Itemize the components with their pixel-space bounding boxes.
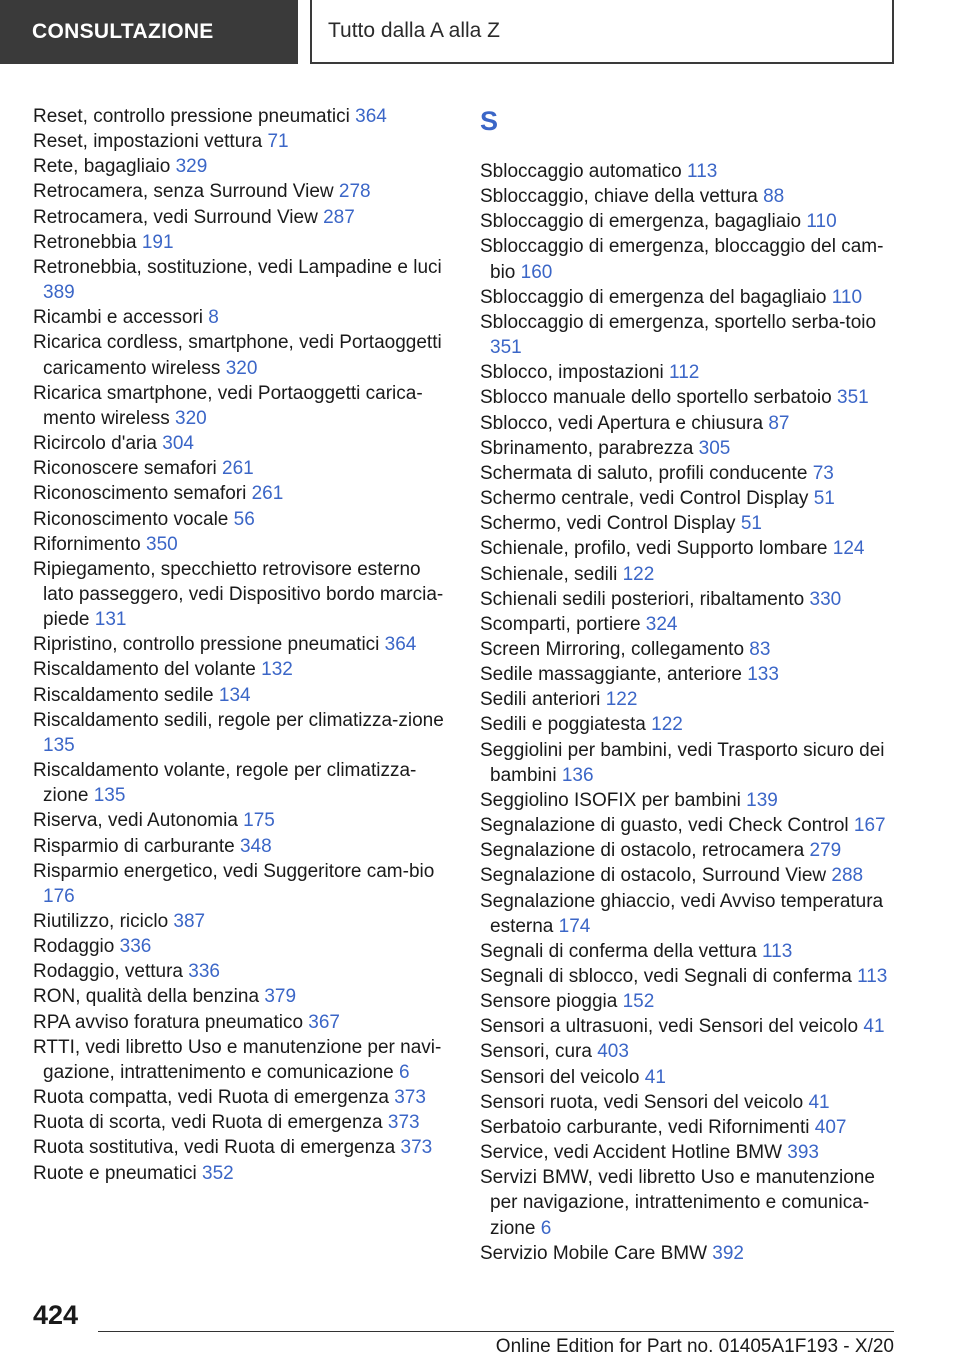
index-entry [33, 481, 453, 506]
entry-term: Ricambi e accessori [33, 307, 203, 329]
entry-page-link[interactable]: 136 [561, 764, 594, 786]
index-entry [480, 461, 900, 486]
entry-term: Ruota di scorta, vedi Ruota di emergenza [33, 1112, 383, 1134]
index-entry [480, 1090, 900, 1115]
entry-page-link[interactable]: 393 [787, 1142, 819, 1164]
entry-term: Riscaldamento sedili, regole per climatizza-zione [33, 709, 444, 731]
entry-page-link[interactable]: 336 [188, 961, 220, 983]
entry-page-link[interactable]: 348 [239, 835, 272, 857]
index-entry [480, 1065, 900, 1090]
index-entry [480, 234, 900, 284]
entry-page-link[interactable]: 278 [338, 181, 371, 203]
entry-page-link[interactable]: 51 [740, 513, 762, 535]
entry-term: Sblocco, vedi Apertura e chiusura [480, 412, 764, 434]
index-entry [33, 934, 453, 959]
entry-term: Sbloccaggio di emergenza, sportello serba-toio [480, 311, 877, 333]
entry-term: Riconoscere semafori [33, 458, 217, 480]
entry-page-link[interactable]: 152 [622, 991, 655, 1013]
entry-page-link[interactable]: 403 [597, 1041, 629, 1063]
page-number: 424 [33, 1300, 79, 1330]
section-tab [0, 0, 298, 64]
index-entry [33, 381, 453, 431]
entry-page-link[interactable]: 261 [251, 483, 284, 505]
entry-page-link[interactable]: 175 [243, 810, 275, 832]
index-entry [33, 834, 453, 859]
entry-page-link[interactable]: 364 [355, 106, 387, 127]
index-entry [480, 285, 900, 310]
entry-page-link[interactable]: 367 [308, 1011, 340, 1033]
entry-term: Servizi BMW, vedi libretto Uso e manutenzione per navigazione, intrattenimento e comunica-zione [480, 1167, 875, 1239]
entry-page-link[interactable]: 373 [394, 1087, 426, 1109]
entry-page-link[interactable]: 83 [749, 638, 771, 660]
entry-term: Rete, bagagliaio [33, 156, 171, 178]
chapter-tab [310, 0, 894, 64]
entry-term: Sbloccaggio di emergenza del bagagliaio [480, 286, 827, 308]
entry-page-link[interactable]: 73 [812, 462, 834, 484]
entry-term: Reset, controllo pressione pneumatici [33, 106, 350, 127]
entry-term: RPA avviso foratura pneumatico [33, 1011, 304, 1033]
index-entry [33, 104, 453, 129]
index-entry [33, 532, 453, 557]
entry-page-link[interactable]: 160 [520, 261, 553, 283]
entry-page-link[interactable]: 113 [762, 940, 793, 962]
entry-term: Scomparti, portiere [480, 613, 641, 635]
entry-term: Sbloccaggio, chiave della vettura [480, 186, 758, 208]
entry-page-link[interactable]: 41 [863, 1016, 885, 1038]
index-entry [33, 305, 453, 330]
entry-term: Rodaggio [33, 936, 115, 958]
entry-term: Sensore pioggia [480, 991, 618, 1013]
footer-edition: Online Edition for Part no. 01405A1F193 - X/20 [495, 1336, 894, 1357]
entry-term: Riconoscimento vocale [33, 508, 229, 530]
entry-term: Sensori, cura [480, 1041, 592, 1063]
entry-page-link[interactable]: 110 [806, 211, 837, 233]
index-entry [33, 859, 453, 909]
entry-page-link[interactable]: 320 [175, 407, 207, 429]
entry-term: Serbatoio carburante, vedi Rifornimenti [480, 1116, 810, 1138]
entry-term: Screen Mirroring, collegamento [480, 638, 745, 660]
index-entry [480, 184, 900, 209]
index-entry [480, 536, 900, 561]
entry-term: RTTI, vedi libretto Uso e manutenzione per navi-gazione, intrattenimento e comunicazione [33, 1036, 442, 1083]
entry-page-link[interactable]: 56 [233, 508, 255, 530]
index-entry [480, 1165, 900, 1240]
entry-page-link[interactable]: 176 [43, 885, 75, 907]
entry-page-link[interactable]: 139 [746, 789, 778, 811]
entry-term: RON, qualità della benzina [33, 986, 260, 1008]
entry-term: Riconoscimento semafori [33, 483, 247, 505]
entry-term: Sensori ruota, vedi Sensori del veicolo [480, 1091, 804, 1113]
index-entry [480, 637, 900, 662]
index-entry [480, 209, 900, 234]
index-entry [480, 486, 900, 511]
index-entry [33, 909, 453, 934]
entry-term: Riscaldamento del volante [33, 659, 256, 681]
entry-page-link[interactable]: 8 [208, 307, 219, 329]
index-entry [480, 612, 900, 637]
entry-page-link[interactable]: 122 [651, 714, 683, 736]
entry-term: Segnali di conferma della vettura [480, 940, 757, 962]
index-entry [480, 687, 900, 712]
entry-term: Riserva, vedi Autonomia [33, 810, 238, 832]
entry-term: Schienale, profilo, vedi Supporto lombare [480, 538, 828, 560]
entry-term: Retronebbia [33, 231, 137, 253]
entry-term: Rifornimento [33, 533, 141, 555]
entry-page-link[interactable]: 379 [264, 986, 297, 1008]
entry-term: Risparmio energetico, vedi Suggeritore cam-bio [33, 860, 435, 882]
index-entry [480, 863, 900, 888]
index-entry [480, 1014, 900, 1039]
entry-term: Sbloccaggio di emergenza, bloccaggio del cam-bio [480, 236, 884, 283]
entry-term: Retrocamera, vedi Surround View [33, 206, 318, 228]
entry-page-link[interactable]: 113 [857, 966, 888, 987]
entry-page-link[interactable]: 407 [814, 1116, 847, 1138]
entry-term: Sedili e poggiatesta [480, 714, 646, 736]
entry-page-link[interactable]: 351 [837, 387, 869, 409]
entry-page-link[interactable]: 191 [141, 231, 174, 253]
entry-term: Segnalazione di ostacolo, Surround View [480, 865, 827, 887]
index-entry [480, 838, 900, 863]
entry-term: Sbrinamento, parabrezza [480, 437, 694, 459]
index-entry [33, 984, 453, 1009]
entry-term: Ricarica cordless, smartphone, vedi Portaoggetti caricamento wireless [33, 332, 442, 379]
entry-term: Sblocco, impostazioni [480, 362, 664, 384]
entry-page-link[interactable]: 131 [94, 609, 127, 631]
entry-page-link[interactable]: 304 [162, 433, 194, 455]
entry-page-link[interactable]: 110 [831, 286, 863, 308]
index-letter-heading: S [480, 106, 499, 136]
index-entry [480, 788, 900, 813]
index-entry [33, 179, 453, 204]
entry-page-link[interactable]: 41 [644, 1066, 666, 1088]
index-entry [33, 507, 453, 532]
index-entry [480, 360, 900, 385]
index-entry [480, 738, 900, 788]
entry-term: Ruota sostitutiva, vedi Ruota di emergenza [33, 1137, 396, 1159]
index-entry [33, 708, 453, 758]
entry-term: Schermo centrale, vedi Control Display [480, 488, 809, 510]
entry-page-link[interactable]: 352 [202, 1162, 234, 1184]
index-entry [480, 712, 900, 737]
entry-page-link[interactable]: 261 [222, 458, 254, 480]
entry-term: Rodaggio, vettura [33, 961, 183, 983]
entry-term: Riscaldamento sedile [33, 684, 214, 706]
entry-page-link[interactable]: 135 [43, 734, 75, 756]
index-entry [480, 587, 900, 612]
entry-term: Riscaldamento volante, regole per climatizza-zione [33, 760, 417, 807]
index-entry [480, 436, 900, 461]
index-entry [480, 385, 900, 410]
entry-term: Ruote e pneumatici [33, 1162, 197, 1184]
index-entry [33, 129, 453, 154]
footer-divider [98, 1331, 894, 1332]
entry-page-link[interactable]: 174 [558, 915, 591, 937]
entry-page-link[interactable]: 122 [622, 563, 655, 585]
entry-term: Service, vedi Accident Hotline BMW [480, 1142, 783, 1164]
entry-page-link[interactable]: 336 [119, 936, 152, 958]
entry-page-link[interactable]: 71 [267, 131, 289, 153]
index-entry [480, 939, 900, 964]
entry-term: Segnalazione ghiaccio, vedi Avviso temperatura esterna [480, 890, 884, 937]
entry-term: Ricircolo d'aria [33, 433, 158, 455]
entry-term: Segnalazione di ostacolo, retrocamera [480, 840, 805, 862]
index-entry [480, 159, 900, 184]
entry-page-link[interactable]: 351 [490, 337, 522, 359]
entry-page-link[interactable]: 279 [809, 840, 842, 862]
index-entry [33, 230, 453, 255]
index-entry [480, 1115, 900, 1140]
index-entry [33, 431, 453, 456]
entry-page-link[interactable]: 324 [645, 613, 678, 635]
entry-page-link[interactable]: 350 [146, 533, 178, 555]
index-column-right [480, 104, 900, 1266]
entry-term: Retronebbia, sostituzione, vedi Lampadine e luci [33, 256, 442, 278]
index-entry [33, 255, 453, 305]
entry-page-link[interactable]: 87 [768, 412, 790, 434]
entry-page-link[interactable]: 288 [831, 865, 864, 887]
entry-term: Schermata di saluto, profili conducente [480, 462, 808, 484]
entry-page-link[interactable]: 305 [698, 437, 731, 459]
entry-term: Sblocco manuale dello sportello serbatoio [480, 387, 832, 409]
entry-page-link[interactable]: 6 [398, 1061, 410, 1083]
entry-term: Sensori del veicolo [480, 1066, 640, 1088]
entry-page-link[interactable]: 124 [832, 538, 865, 560]
index-entry [33, 205, 453, 230]
entry-term: Risparmio di carburante [33, 835, 235, 857]
index-entry [480, 662, 900, 687]
entry-page-link[interactable]: 373 [400, 1137, 433, 1159]
entry-page-link[interactable]: 112 [669, 362, 700, 384]
entry-term: Sedile massaggiante, anteriore [480, 664, 742, 686]
index-entry [480, 562, 900, 587]
entry-page-link[interactable]: 387 [173, 911, 206, 932]
entry-term: Retrocamera, senza Surround View [33, 181, 334, 203]
index-entry [480, 1140, 900, 1165]
entry-term: Seggiolini per bambini, vedi Trasporto sicuro dei bambini [480, 739, 885, 786]
entry-page-link[interactable]: 389 [43, 282, 75, 304]
index-entry [33, 1161, 453, 1186]
index-entry [33, 758, 453, 808]
entry-term: Ripristino, controllo pressione pneumatici [33, 634, 380, 656]
entry-term: Seggiolino ISOFIX per bambini [480, 789, 741, 811]
index-entry [33, 154, 453, 179]
index-entry [33, 330, 453, 380]
entry-term: Schermo, vedi Control Display [480, 513, 736, 535]
chapter-title: Tutto dalla A alla Z [328, 19, 500, 42]
section-label: CONSULTAZIONE [32, 20, 214, 43]
index-entry [480, 1039, 900, 1064]
entry-page-link[interactable]: 135 [93, 785, 126, 807]
index-entry [33, 808, 453, 833]
entry-term: Schienali sedili posteriori, ribaltamento [480, 588, 805, 610]
index-entry [480, 813, 900, 838]
entry-term: Schienale, sedili [480, 563, 618, 585]
index-entry [33, 1035, 453, 1085]
index-entry [480, 511, 900, 536]
index-entry [480, 889, 900, 939]
index-entry [33, 683, 453, 708]
entry-term: Ruota compatta, vedi Ruota di emergenza [33, 1087, 389, 1109]
index-entry [480, 989, 900, 1014]
index-entry [33, 632, 453, 657]
index-entry [33, 557, 453, 632]
entry-term: Sbloccaggio di emergenza, bagagliaio [480, 211, 802, 233]
entry-page-link[interactable]: 392 [712, 1242, 744, 1264]
index-entry [33, 1135, 453, 1160]
index-entry [480, 411, 900, 436]
index-entry [480, 310, 900, 360]
entry-page-link[interactable]: 133 [747, 664, 779, 686]
index-entry [33, 657, 453, 682]
entry-term: Segnalazione di guasto, vedi Check Control [480, 815, 849, 837]
entry-term: Segnali di sblocco, vedi Segnali di conferma [480, 966, 852, 987]
entry-page-link[interactable]: 320 [225, 357, 258, 379]
entry-page-link[interactable]: 330 [809, 588, 842, 610]
entry-term: Riutilizzo, riciclo [33, 911, 169, 932]
entry-page-link[interactable]: 167 [853, 815, 886, 837]
entry-term: Sedili anteriori [480, 689, 601, 711]
index-column-left [33, 104, 453, 1186]
index-entry [480, 964, 900, 989]
entry-term: Servizio Mobile Care BMW [480, 1242, 707, 1264]
index-entry [480, 1241, 900, 1266]
index-entry [33, 1085, 453, 1110]
index-entry [33, 456, 453, 481]
entry-page-link[interactable]: 41 [808, 1091, 830, 1113]
entry-term: Ricarica smartphone, vedi Portaoggetti carica-mento wireless [33, 382, 423, 429]
entry-page-link[interactable]: 6 [540, 1217, 552, 1239]
entry-page-link[interactable]: 134 [218, 684, 251, 706]
entry-page-link[interactable]: 287 [323, 206, 355, 228]
entry-term: Sbloccaggio automatico [480, 161, 682, 182]
entry-term: Reset, impostazioni vettura [33, 131, 263, 153]
entry-page-link[interactable]: 122 [605, 689, 638, 711]
entry-page-link[interactable]: 51 [813, 488, 835, 510]
index-entry [33, 1010, 453, 1035]
index-entry [33, 959, 453, 984]
entry-term: Ripiegamento, specchietto retrovisore esterno lato passeggero, vedi Dispositivo bordo marcia-piede [33, 558, 444, 631]
entry-page-link[interactable]: 329 [175, 156, 208, 178]
entry-page-link[interactable]: 373 [387, 1112, 420, 1134]
entry-page-link[interactable]: 132 [261, 659, 293, 681]
entry-term: Sensori a ultrasuoni, vedi Sensori del veicolo [480, 1016, 859, 1038]
index-entry [33, 1110, 453, 1135]
entry-page-link[interactable]: 88 [763, 186, 785, 208]
entry-page-link[interactable]: 113 [687, 161, 718, 182]
entry-page-link[interactable]: 364 [384, 634, 417, 656]
